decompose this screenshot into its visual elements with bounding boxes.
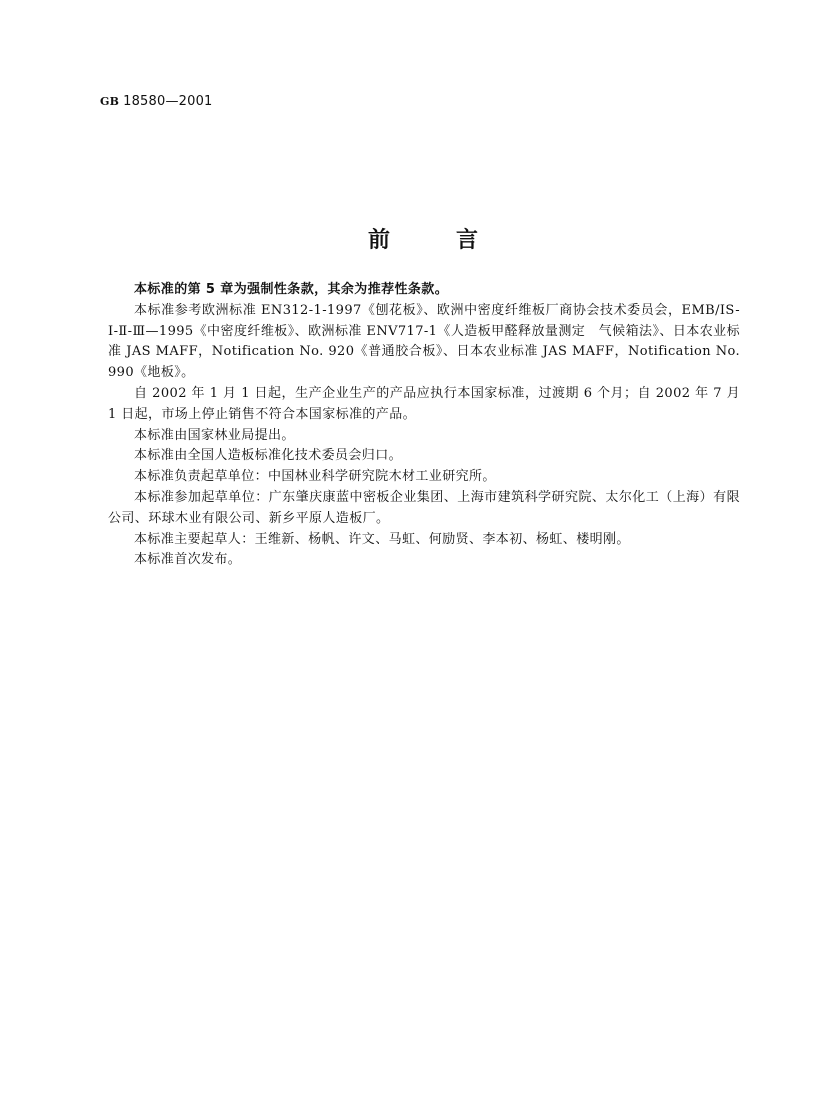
paragraph-references: 本标准参考欧洲标准 EN312-1-1997《刨花板》、欧洲中密度纤维板厂商协会技术委员会，EMB/IS-Ⅰ-Ⅱ-Ⅲ—1995《中密度纤维板》、欧洲标准 ENV717-1《人造板甲醛释放量测定 气候箱法》、日本农业标准 JAS MAFF，Notification No. 920《普通胶合板》、日本农业标准 JAS MAFF，Notification No. 990《地板》。 [108,302,740,381]
paragraph-main-drafters: 本标准主要起草人：王维新、杨帆、许文、马虹、何励贤、李本初、杨虹、楼明刚。 [134,531,630,547]
paragraph-lead-drafter: 本标准负责起草单位：中国林业科学研究院木材工业研究所。 [134,469,496,485]
paragraph-mandatory-clause: 本标准的第 5 章为强制性条款，其余为推荐性条款。 [134,282,449,297]
paragraph-participating-drafters: 本标准参加起草单位：广东肇庆康蓝中密板企业集团、上海市建筑科学研究院、太尔化工（上海）有限公司、环球木业有限公司、新乡平原人造板厂。 [108,489,740,526]
page-title-char-2: 言 [455,228,478,253]
standard-code-number: 18580—2001 [123,94,213,109]
paragraph-first-release: 本标准首次发布。 [134,552,242,568]
standard-code [100,94,213,109]
paragraph-effective-date: 自 2002 年 1 月 1 日起，生产企业生产的产品应执行本国家标准，过渡期 6 个月；自 2002 年 7 月 1 日起，市场上停止销售不符合本国家标准的产品。 [108,385,740,422]
page-title-char-1: 前 [368,228,391,253]
page-title [368,223,478,254]
paragraph-technical-committee: 本标准由全国人造板标准化技术委员会归口。 [134,448,403,464]
paragraph-proposer: 本标准由国家林业局提出。 [134,427,295,443]
standard-code-prefix: GB [100,95,120,108]
foreword-body [108,280,740,571]
